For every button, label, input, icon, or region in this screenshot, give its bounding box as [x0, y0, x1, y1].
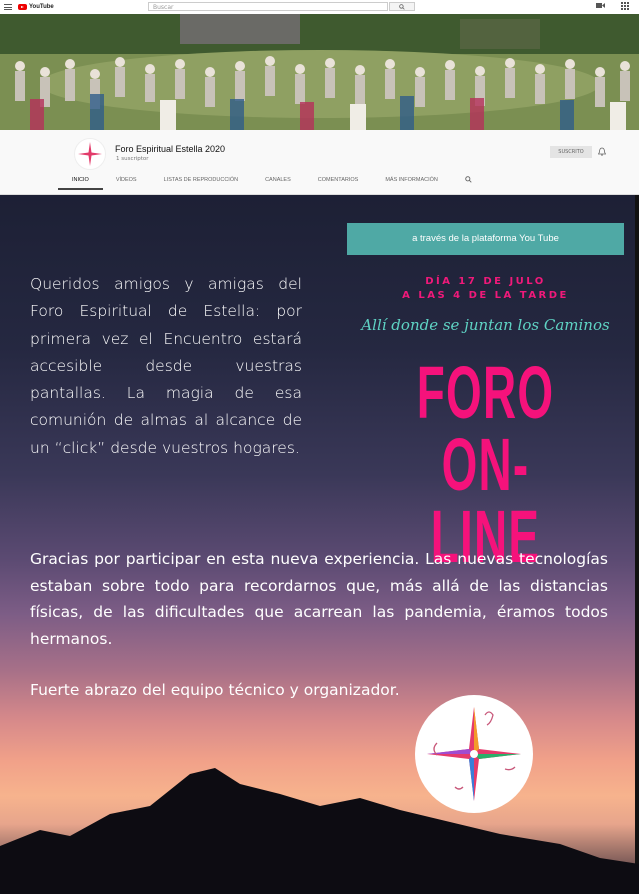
tab-inicio[interactable]: INICIO — [58, 177, 103, 190]
search-icon — [399, 4, 405, 10]
tab-comments[interactable]: COMENTARIOS — [317, 177, 359, 183]
channel-name[interactable]: Foro Espiritual Estella 2020 — [115, 144, 226, 154]
youtube-top-bar — [0, 0, 639, 14]
event-poster — [0, 195, 639, 894]
top-right-icons — [596, 2, 629, 10]
compass-star-logo-icon — [75, 139, 105, 169]
hamburger-menu-icon[interactable] — [4, 4, 12, 10]
youtube-play-icon — [18, 4, 27, 10]
youtube-logo-text: YouTube — [29, 4, 54, 10]
apps-grid-icon[interactable] — [621, 2, 629, 10]
headline-foro: FORO — [416, 351, 555, 434]
notification-bell-icon[interactable] — [598, 147, 606, 156]
event-date-day: DÍA 17 DE JULO — [425, 276, 546, 287]
event-headline — [347, 351, 624, 578]
tab-playlists[interactable]: LISTAS DE REPRODUCCIÓN — [163, 177, 239, 183]
banner-photo — [0, 14, 639, 130]
channel-search-icon[interactable] — [465, 176, 472, 183]
tab-videos[interactable]: VÍDEOS — [115, 177, 137, 183]
thanks-paragraph: Gracias por participar en esta nueva experiencia. Las nuevas tecnologías estaban sobre todo para recordarnos que, más allá de las distancias físicas, de las dificultades que acarrean las pandemia, éramos todos hermanos. — [30, 550, 608, 648]
subscriber-count: 1 suscriptor — [116, 156, 149, 162]
search-button[interactable] — [389, 2, 415, 11]
event-date-time: A LAS 4 DE LA TARDE — [402, 290, 569, 301]
channel-header — [0, 130, 639, 195]
mountain-silhouette — [0, 764, 639, 894]
intro-paragraph: Queridos amigos y amigas del Foro Espiritual de Estella: por primera vez el Encuentro estará accesible desde vuestras pantallas. La magia de esa comunión de almas al alcance de un “click” desde vuestros hogares. — [30, 275, 302, 457]
channel-tabs — [72, 177, 472, 190]
platform-banner: a través de la plataforma You Tube — [347, 223, 624, 255]
channel-banner-image — [0, 14, 639, 130]
tab-channels[interactable]: CANALES — [265, 177, 291, 183]
event-date — [347, 275, 624, 303]
headline-online: ON-LINE — [430, 423, 541, 578]
event-tagline: Allí donde se juntan los Caminos — [361, 316, 610, 334]
youtube-logo[interactable] — [18, 4, 54, 10]
create-video-icon[interactable] — [596, 2, 605, 9]
subscribed-button[interactable]: SUSCRITO — [550, 146, 592, 158]
search-input[interactable]: Buscar — [148, 2, 388, 11]
channel-avatar[interactable] — [74, 138, 106, 170]
tab-about[interactable]: MÁS INFORMACIÓN — [385, 177, 438, 183]
closing-paragraph: Fuerte abrazo del equipo técnico y organizador. — [30, 681, 400, 699]
